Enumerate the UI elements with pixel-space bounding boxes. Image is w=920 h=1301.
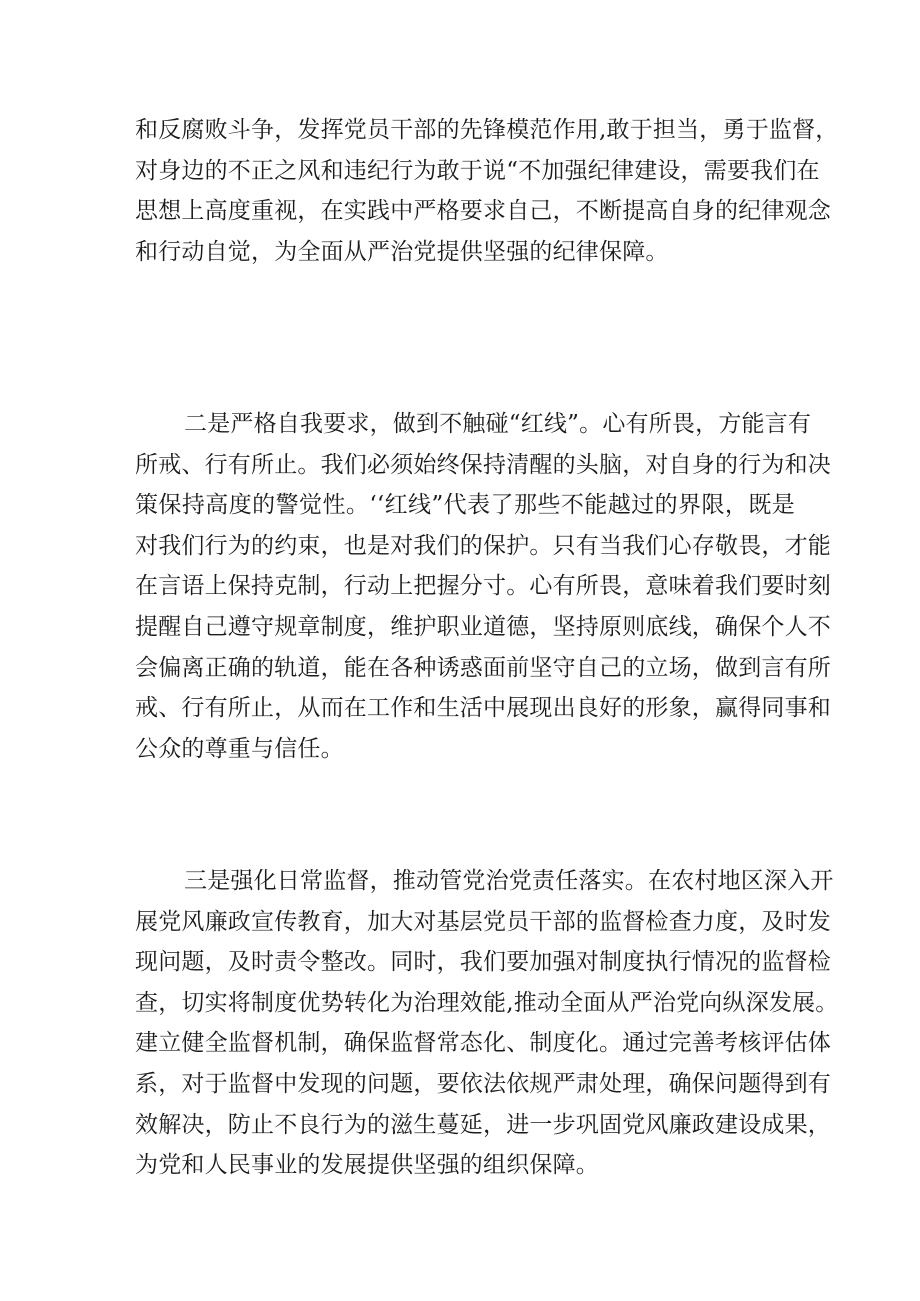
paragraph-3-line-6: 系，对于监督中发现的问题，要依法依规严肃处理，确保问题得到有 <box>135 1070 831 1097</box>
paragraph-3-line-2: 展党风廉政宣传教育，加大对基层党员干部的监督检查力度，及时发 <box>135 908 831 935</box>
paragraph-2-line-7: 会偏离正确的轨道，能在各种诱惑面前坚守自己的立场，做到言有所 <box>135 654 831 681</box>
paragraph-1 <box>135 110 839 272</box>
paragraph-1-line-4: 和行动自觉，为全面从严治党提供坚强的纪律保障。 <box>135 238 669 265</box>
paragraph-2-line-6: 提醒自己遵守规章制度，维护职业道德，坚持原则底线，确保个人不 <box>135 613 831 640</box>
paragraph-3-line-5: 建立健全监督机制，确保监督常态化、制度化。通过完善考核评估体 <box>135 1030 831 1057</box>
paragraph-1-line-2: 对身边的不正之风和违纪行为敢于说“不加强纪律建设，需要我们在 <box>135 157 820 184</box>
paragraph-3-line-8: 为党和人民事业的发展提供坚强的组织保障。 <box>135 1152 599 1179</box>
paragraph-3-line-1: 三是强化日常监督，推动管党治党责任落实。在农村地区深入开 <box>184 868 834 894</box>
paragraph-2-line-3: 策保持高度的警觉性。‘‘红线”代表了那些不能越过的界限，既是 <box>135 492 795 519</box>
paragraph-3-line-4: 查，切实将制度优势转化为治理效能,推动全面从严治党向纵深发展。 <box>135 989 839 1016</box>
paragraph-3-line-3: 现问题，及时责令整改。同时，我们要加强对制度执行情况的监督检 <box>135 949 831 976</box>
paragraph-3-line-7: 效解决，防止不良行为的滋生蔓延，进一步巩固党风廉政建设成果， <box>135 1111 831 1138</box>
paragraph-3 <box>135 861 839 1186</box>
paragraph-2-line-9: 公众的尊重与信任。 <box>135 735 344 762</box>
paragraph-2-line-4: 对我们行为的约束，也是对我们的保护。只有当我们心存敬畏，才能 <box>135 532 831 559</box>
paragraph-2 <box>135 404 831 769</box>
paragraph-2-line-1: 二是严格自我要求，做到不触碰“红线”。心有所畏，方能言有 <box>184 411 812 437</box>
paragraph-2-line-8: 戒、行有所止，从而在工作和生活中展现出良好的形象，赢得同事和 <box>135 695 831 722</box>
paragraph-2-line-2: 所戒、行有所止。我们必须始终保持清醒的头脑，对自身的行为和决 <box>135 451 831 478</box>
paragraph-1-line-1: 和反腐败斗争，发挥党员干部的先锋模范作用,敢于担当，勇于监督， <box>135 117 839 143</box>
paragraph-2-line-5: 在言语上保持克制，行动上把握分寸。心有所畏，意味着我们要时刻 <box>135 573 831 600</box>
paragraph-1-line-3: 思想上高度重视，在实践中严格要求自己，不断提高自身的纪律观念 <box>135 198 831 225</box>
